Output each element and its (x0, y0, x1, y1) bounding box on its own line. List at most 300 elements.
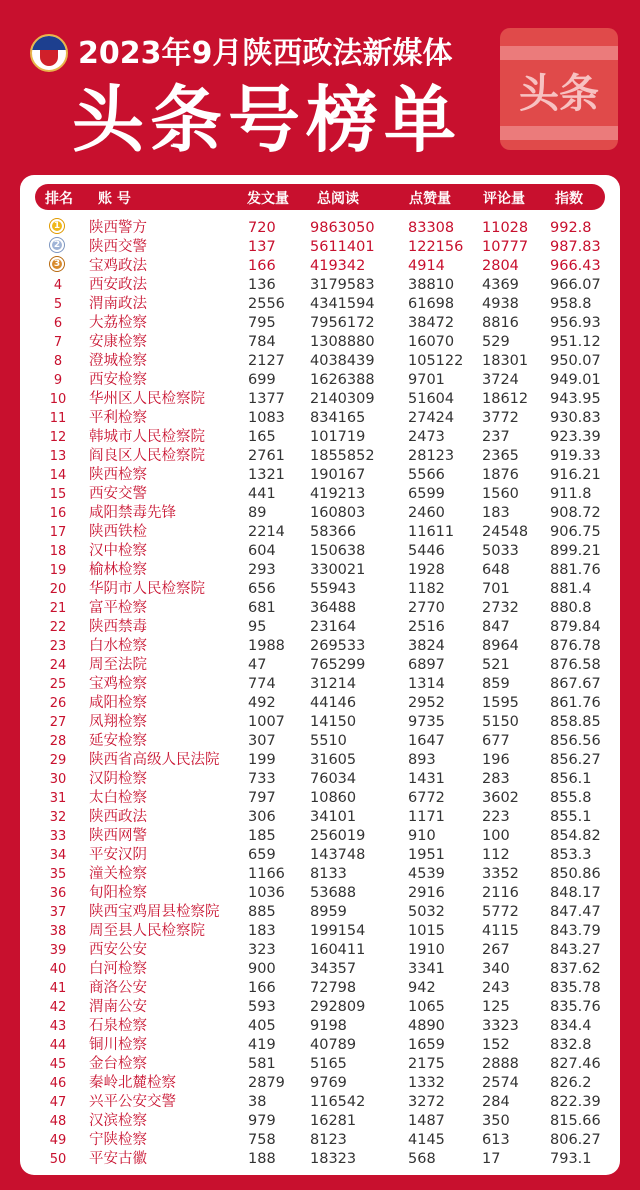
reads-count: 76034 (310, 771, 357, 787)
table-row (20, 371, 620, 390)
reads-count: 36488 (310, 600, 357, 616)
reads-count: 58366 (310, 524, 357, 540)
index-score: 950.07 (550, 353, 601, 369)
likes-count: 6599 (408, 486, 445, 502)
table-row (20, 561, 620, 580)
reads-count: 9198 (310, 1018, 347, 1034)
reads-count: 8959 (310, 904, 347, 920)
comments-count: 3772 (482, 410, 519, 426)
index-score: 966.07 (550, 277, 601, 293)
table-row (20, 276, 620, 295)
comments-count: 3323 (482, 1018, 519, 1034)
rank-number: 12 (49, 430, 67, 445)
index-score: 822.39 (550, 1094, 601, 1110)
index-score: 853.3 (550, 847, 592, 863)
index-score: 835.78 (550, 980, 601, 996)
table-row (20, 447, 620, 466)
comments-count: 859 (482, 676, 510, 692)
likes-count: 2175 (408, 1056, 445, 1072)
reads-count: 23164 (310, 619, 357, 635)
likes-count: 9735 (408, 714, 445, 730)
comments-count: 2888 (482, 1056, 519, 1072)
index-score: 966.43 (550, 258, 601, 274)
rank-number: 4 (53, 278, 63, 293)
comments-count: 18301 (482, 353, 529, 369)
reads-count: 10860 (310, 790, 357, 806)
index-score: 908.72 (550, 505, 601, 521)
account-name: 太白检察 (89, 790, 147, 806)
reads-count: 4038439 (310, 353, 375, 369)
posts-count: 183 (248, 923, 276, 939)
reads-count: 34101 (310, 809, 357, 825)
rank-number: 24 (49, 658, 67, 673)
reads-count: 72798 (310, 980, 357, 996)
reads-count: 292809 (310, 999, 366, 1015)
reads-count: 16281 (310, 1113, 357, 1129)
rank-number: 25 (49, 677, 67, 692)
index-score: 843.79 (550, 923, 601, 939)
rank-number: 27 (49, 715, 67, 730)
posts-count: 681 (248, 600, 276, 616)
comments-count: 4115 (482, 923, 519, 939)
account-name: 韩城市人民检察院 (89, 429, 205, 445)
rank-number: 49 (49, 1133, 67, 1148)
rank-number: 21 (49, 601, 67, 616)
rank-number: 23 (49, 639, 67, 654)
posts-count: 795 (248, 315, 276, 331)
comments-count: 18612 (482, 391, 529, 407)
reads-count: 9769 (310, 1075, 347, 1091)
table-row (20, 1055, 620, 1074)
likes-count: 3341 (408, 961, 445, 977)
index-score: 856.27 (550, 752, 601, 768)
account-name: 石泉检察 (89, 1018, 147, 1034)
table-row (20, 1131, 620, 1150)
index-score: 826.2 (550, 1075, 592, 1091)
posts-count: 581 (248, 1056, 276, 1072)
posts-count: 38 (248, 1094, 267, 1110)
col-likes-header: 点赞量 (409, 191, 451, 207)
rank-number: 47 (49, 1095, 67, 1110)
index-score: 881.4 (550, 581, 592, 597)
account-name: 平安汉阴 (89, 847, 147, 863)
account-name: 阎良区人民检察院 (89, 448, 205, 464)
comments-count: 223 (482, 809, 510, 825)
reads-count: 5611401 (310, 239, 375, 255)
table-row (20, 618, 620, 637)
index-score: 881.76 (550, 562, 601, 578)
reads-count: 44146 (310, 695, 357, 711)
table-row (20, 694, 620, 713)
reads-count: 150638 (310, 543, 366, 559)
posts-count: 2556 (248, 296, 285, 312)
account-name: 西安检察 (89, 372, 147, 388)
comments-count: 152 (482, 1037, 510, 1053)
account-name: 宝鸡政法 (89, 258, 147, 274)
table-row (20, 1093, 620, 1112)
silver-medal-icon: 2 (50, 238, 64, 252)
table-row (20, 390, 620, 409)
rank-number: 37 (49, 905, 67, 920)
rank-number: 19 (49, 563, 67, 578)
table-row (20, 257, 620, 276)
table-row (20, 675, 620, 694)
reads-count: 269533 (310, 638, 366, 654)
account-name: 陕西检察 (89, 467, 147, 483)
rank-number: 44 (49, 1038, 67, 1053)
comments-count: 1560 (482, 486, 519, 502)
table-row (20, 713, 620, 732)
comments-count: 847 (482, 619, 510, 635)
table-row (20, 580, 620, 599)
account-name: 榆林检察 (89, 562, 147, 578)
index-score: 911.8 (550, 486, 592, 502)
comments-count: 284 (482, 1094, 510, 1110)
posts-count: 1321 (248, 467, 285, 483)
likes-count: 4914 (408, 258, 445, 274)
posts-count: 492 (248, 695, 276, 711)
table-row (20, 827, 620, 846)
account-name: 咸阳检察 (89, 695, 147, 711)
rank-number: 10 (49, 392, 67, 407)
col-account-header: 账 号 (98, 191, 131, 207)
likes-count: 942 (408, 980, 436, 996)
rank-number: 34 (49, 848, 67, 863)
table-row (20, 903, 620, 922)
index-score: 827.46 (550, 1056, 601, 1072)
posts-count: 699 (248, 372, 276, 388)
likes-count: 16070 (408, 334, 455, 350)
index-score: 847.47 (550, 904, 601, 920)
account-name: 凤翔检察 (89, 714, 147, 730)
likes-count: 9701 (408, 372, 445, 388)
posts-count: 166 (248, 980, 276, 996)
likes-count: 1065 (408, 999, 445, 1015)
comments-count: 677 (482, 733, 510, 749)
likes-count: 568 (408, 1151, 436, 1167)
reads-count: 765299 (310, 657, 366, 673)
posts-count: 2761 (248, 448, 285, 464)
index-score: 876.78 (550, 638, 601, 654)
likes-count: 910 (408, 828, 436, 844)
account-name: 陕西交警 (89, 239, 147, 255)
account-name: 渭南政法 (89, 296, 147, 312)
likes-count: 28123 (408, 448, 455, 464)
page-title: 2023年9月陕西政法新媒体 (78, 36, 453, 71)
rank-number: 38 (49, 924, 67, 939)
reads-count: 14150 (310, 714, 357, 730)
posts-count: 95 (248, 619, 267, 635)
account-name: 安康检察 (89, 334, 147, 350)
comments-count: 5033 (482, 543, 519, 559)
rank-number: 22 (49, 620, 67, 635)
comments-count: 340 (482, 961, 510, 977)
table-row (20, 751, 620, 770)
table-row (20, 599, 620, 618)
account-name: 潼关检察 (89, 866, 147, 882)
index-score: 855.1 (550, 809, 592, 825)
reads-count: 34357 (310, 961, 357, 977)
table-row (20, 865, 620, 884)
posts-count: 1166 (248, 866, 285, 882)
posts-count: 137 (248, 239, 276, 255)
index-score: 899.21 (550, 543, 601, 559)
posts-count: 659 (248, 847, 276, 863)
index-score: 861.76 (550, 695, 601, 711)
account-name: 陕西警方 (89, 220, 147, 236)
index-score: 867.67 (550, 676, 601, 692)
index-score: 843.27 (550, 942, 601, 958)
index-score: 958.8 (550, 296, 592, 312)
comments-count: 8816 (482, 315, 519, 331)
likes-count: 2770 (408, 600, 445, 616)
index-score: 806.27 (550, 1132, 601, 1148)
reads-count: 2140309 (310, 391, 375, 407)
index-score: 837.62 (550, 961, 601, 977)
comments-count: 2804 (482, 258, 519, 274)
index-score: 992.8 (550, 220, 592, 236)
table-row (20, 770, 620, 789)
likes-count: 2952 (408, 695, 445, 711)
posts-count: 405 (248, 1018, 276, 1034)
likes-count: 2916 (408, 885, 445, 901)
table-row (20, 523, 620, 542)
comments-count: 11028 (482, 220, 529, 236)
account-name: 平安古徽 (89, 1151, 147, 1167)
table-row (20, 1036, 620, 1055)
comments-count: 10777 (482, 239, 529, 255)
index-score: 835.76 (550, 999, 601, 1015)
rank-number: 48 (49, 1114, 67, 1129)
index-score: 951.12 (550, 334, 601, 350)
comments-count: 1595 (482, 695, 519, 711)
reads-count: 4341594 (310, 296, 375, 312)
table-row (20, 219, 620, 238)
account-name: 汉滨检察 (89, 1113, 147, 1129)
likes-count: 1332 (408, 1075, 445, 1091)
reads-count: 256019 (310, 828, 366, 844)
comments-count: 112 (482, 847, 510, 863)
posts-count: 784 (248, 334, 276, 350)
likes-count: 122156 (408, 239, 464, 255)
gold-medal-icon: 1 (50, 219, 64, 233)
reads-count: 7956172 (310, 315, 375, 331)
likes-count: 4145 (408, 1132, 445, 1148)
posts-count: 323 (248, 942, 276, 958)
col-comments-header: 评论量 (483, 191, 525, 207)
index-score: 856.1 (550, 771, 592, 787)
likes-count: 38810 (408, 277, 455, 293)
reads-count: 101719 (310, 429, 366, 445)
rank-number: 17 (49, 525, 67, 540)
likes-count: 1910 (408, 942, 445, 958)
reads-count: 18323 (310, 1151, 357, 1167)
account-name: 西安公安 (89, 942, 147, 958)
likes-count: 1314 (408, 676, 445, 692)
likes-count: 2473 (408, 429, 445, 445)
account-name: 陕西铁检 (89, 524, 147, 540)
posts-count: 774 (248, 676, 276, 692)
rank-number: 7 (53, 335, 63, 350)
reads-count: 3179583 (310, 277, 375, 293)
table-row (20, 485, 620, 504)
index-score: 834.4 (550, 1018, 592, 1034)
index-score: 855.8 (550, 790, 592, 806)
reads-count: 53688 (310, 885, 357, 901)
posts-count: 419 (248, 1037, 276, 1053)
account-name: 平利检察 (89, 410, 147, 426)
table-row (20, 979, 620, 998)
rank-number: 39 (49, 943, 67, 958)
comments-count: 243 (482, 980, 510, 996)
table-row (20, 884, 620, 903)
account-name: 华阴市人民检察院 (89, 581, 205, 597)
index-score: 956.93 (550, 315, 601, 331)
table-row (20, 1074, 620, 1093)
reads-count: 8133 (310, 866, 347, 882)
table-row (20, 333, 620, 352)
index-score: 943.95 (550, 391, 601, 407)
rank-number: 35 (49, 867, 67, 882)
comments-count: 350 (482, 1113, 510, 1129)
index-score: 854.82 (550, 828, 601, 844)
comments-count: 24548 (482, 524, 529, 540)
table-row (20, 1112, 620, 1131)
likes-count: 5446 (408, 543, 445, 559)
page-subtitle: 头条号榜单 (72, 78, 463, 162)
rank-number: 31 (49, 791, 67, 806)
toutiao-logo-icon (500, 28, 618, 150)
account-name: 周至县人民检察院 (89, 923, 205, 939)
account-name: 白河检察 (89, 961, 147, 977)
likes-count: 38472 (408, 315, 455, 331)
table-row (20, 428, 620, 447)
rank-number: 20 (49, 582, 67, 597)
index-score: 793.1 (550, 1151, 592, 1167)
comments-count: 521 (482, 657, 510, 673)
posts-count: 1988 (248, 638, 285, 654)
comments-count: 183 (482, 505, 510, 521)
comments-count: 5772 (482, 904, 519, 920)
account-name: 商洛公安 (89, 980, 147, 996)
comments-count: 8964 (482, 638, 519, 654)
rank-number: 36 (49, 886, 67, 901)
rank-number: 32 (49, 810, 67, 825)
account-name: 宁陕检察 (89, 1132, 147, 1148)
posts-count: 293 (248, 562, 276, 578)
posts-count: 306 (248, 809, 276, 825)
posts-count: 720 (248, 220, 276, 236)
rank-number: 41 (49, 981, 67, 996)
rank-number: 14 (49, 468, 67, 483)
account-name: 兴平公安交警 (89, 1094, 176, 1110)
table-row (20, 352, 620, 371)
posts-count: 1007 (248, 714, 285, 730)
index-score: 832.8 (550, 1037, 592, 1053)
rank-number: 30 (49, 772, 67, 787)
comments-count: 267 (482, 942, 510, 958)
table-row (20, 1150, 620, 1169)
posts-count: 441 (248, 486, 276, 502)
account-name: 大荔检察 (89, 315, 147, 331)
rank-number: 15 (49, 487, 67, 502)
posts-count: 885 (248, 904, 276, 920)
comments-count: 613 (482, 1132, 510, 1148)
index-score: 949.01 (550, 372, 601, 388)
reads-count: 834165 (310, 410, 366, 426)
posts-count: 2879 (248, 1075, 285, 1091)
comments-count: 648 (482, 562, 510, 578)
account-name: 澄城检察 (89, 353, 147, 369)
rank-number: 43 (49, 1019, 67, 1034)
account-name: 汉阴检察 (89, 771, 147, 787)
posts-count: 2127 (248, 353, 285, 369)
posts-count: 758 (248, 1132, 276, 1148)
header (0, 0, 640, 175)
comments-count: 196 (482, 752, 510, 768)
bronze-medal-icon: 3 (50, 257, 64, 271)
comments-count: 2365 (482, 448, 519, 464)
posts-count: 136 (248, 277, 276, 293)
account-name: 旬阳检察 (89, 885, 147, 901)
likes-count: 3824 (408, 638, 445, 654)
account-name: 富平检察 (89, 600, 147, 616)
rank-number: 29 (49, 753, 67, 768)
rank-number: 8 (53, 354, 63, 369)
rank-number: 40 (49, 962, 67, 977)
comments-count: 701 (482, 581, 510, 597)
likes-count: 2516 (408, 619, 445, 635)
table-row (20, 960, 620, 979)
posts-count: 165 (248, 429, 276, 445)
posts-count: 979 (248, 1113, 276, 1129)
account-name: 铜川检察 (89, 1037, 147, 1053)
comments-count: 2116 (482, 885, 519, 901)
rank-number: 9 (53, 373, 63, 388)
comments-count: 4938 (482, 296, 519, 312)
account-name: 陕西政法 (89, 809, 147, 825)
account-name: 宝鸡检察 (89, 676, 147, 692)
posts-count: 199 (248, 752, 276, 768)
likes-count: 11611 (408, 524, 455, 540)
table-row (20, 846, 620, 865)
account-name: 咸阳禁毒先锋 (89, 505, 176, 521)
col-rank-header: 排名 (45, 191, 73, 207)
table-header (35, 184, 605, 210)
account-name: 金台检察 (89, 1056, 147, 1072)
comments-count: 2732 (482, 600, 519, 616)
reads-count: 116542 (310, 1094, 366, 1110)
comments-count: 3352 (482, 866, 519, 882)
table-row (20, 808, 620, 827)
likes-count: 5566 (408, 467, 445, 483)
col-reads-header: 总阅读 (317, 191, 359, 207)
likes-count: 1647 (408, 733, 445, 749)
rank-number: 33 (49, 829, 67, 844)
account-name: 西安交警 (89, 486, 147, 502)
reads-count: 199154 (310, 923, 366, 939)
likes-count: 6897 (408, 657, 445, 673)
table-row (20, 789, 620, 808)
index-score: 880.8 (550, 600, 592, 616)
reads-count: 190167 (310, 467, 366, 483)
table-row (20, 998, 620, 1017)
rank-number: 5 (53, 297, 63, 312)
reads-count: 1308880 (310, 334, 375, 350)
index-score: 848.17 (550, 885, 601, 901)
index-score: 876.58 (550, 657, 601, 673)
table-row (20, 941, 620, 960)
